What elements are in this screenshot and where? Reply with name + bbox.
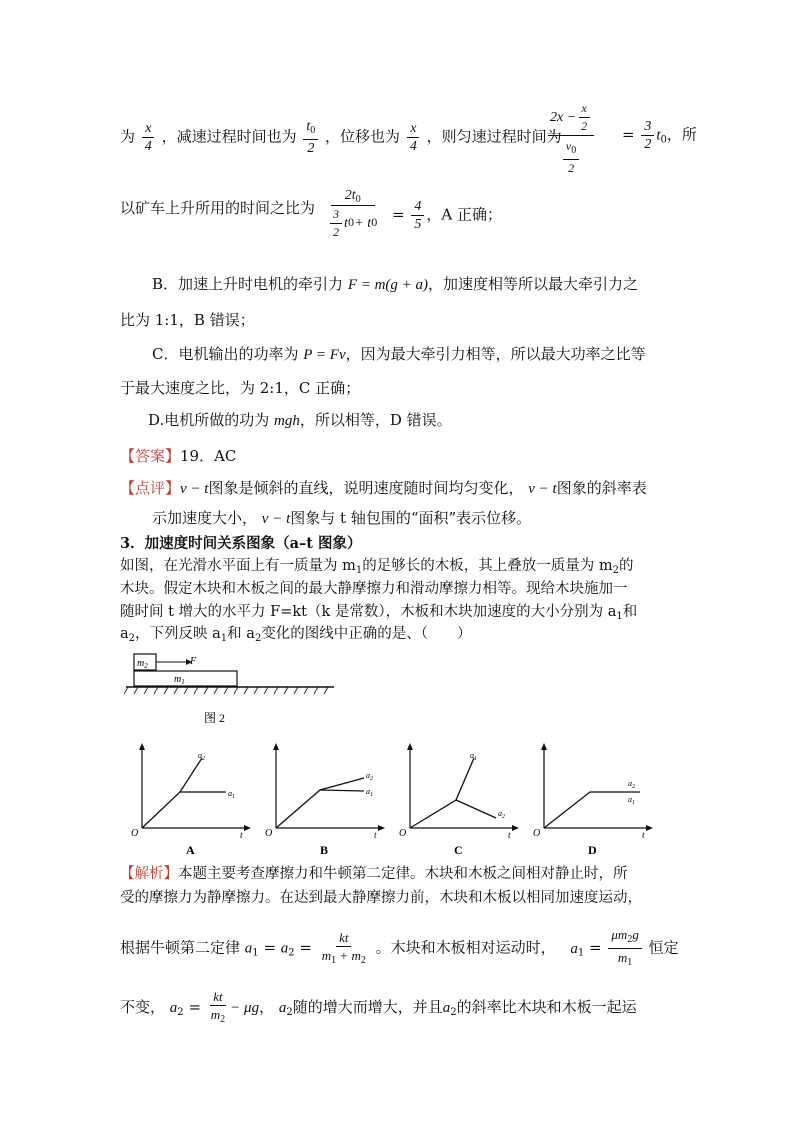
section-3-title: 3．加速度时间关系图象（a–t 图象）: [120, 535, 362, 552]
svg-text:O: O: [131, 828, 139, 839]
comment-line-2: 示加速度大小， v − t图象与 t 轴包围的“面积”表示位移。: [152, 509, 532, 527]
fraction-x-4: [142, 120, 155, 155]
graph-label-c: C: [454, 843, 463, 857]
svg-text:a2: $a_2$: [628, 779, 635, 790]
graph-label-b: B: [320, 843, 329, 857]
para-1: [120, 118, 562, 157]
num-a: 2x −: [550, 109, 577, 125]
svg-text:t: t: [374, 830, 377, 840]
problem-line-3: 随时间 t 增大的水平力 F=kt（k 是常数），木板和木块加速度的大小分别为 $a_1$和: [120, 604, 638, 622]
svg-text:a1: $a_1$: [628, 795, 635, 806]
comment-tag: 【点评】: [120, 479, 181, 497]
svg-text:t: t: [240, 830, 243, 840]
analysis-line-3: 根据牛顿第二定律 $a_1 = a_2$ = $\frac{kt}{m_1 + m_2}$ 。木块和木板相对运动时， $a_1$ = $\frac{\mu m_2g}{m_1}$ 恒定: [120, 927, 679, 968]
problem-line-4: $a_2$，下列反映 $a_1$和 $a_2$变化的图线中正确的是、（ ）: [120, 626, 472, 644]
graph-b: [265, 743, 385, 857]
answer-text: 19．AC: [180, 447, 237, 465]
svg-text:a2: $a_2$: [198, 751, 205, 762]
para-7: D.电机所做的功为 mgh，所以相等，D 错误。: [148, 411, 452, 429]
svg-text:m2: $m_2$: [137, 658, 148, 670]
den: 2: [307, 141, 315, 156]
fraction-x-4b: [407, 120, 420, 155]
text: ，位移也为: [325, 127, 401, 146]
svg-text:a1: $a_1$: [366, 787, 373, 798]
problem-line-2: 木块。假定木块和木板之间的最大静摩擦力和滑动摩擦力相等。现给木块施加一: [120, 581, 628, 597]
answer-line: [120, 446, 236, 466]
analysis-tag: 【解析】: [120, 866, 178, 882]
text: 为: [120, 127, 136, 146]
num: x: [142, 120, 154, 138]
fraction-t0-2: $\frac{t_0}{2}$: [303, 118, 318, 157]
svg-text:F: F: [190, 656, 197, 667]
analysis-line-1: 【解析】本题主要考查摩擦力和牛顿第二定律。木块和木板之间相对静止时，所: [120, 866, 628, 882]
svg-text:a2: $a_2$: [498, 809, 505, 820]
para-2-end: = $\frac{4}{5}$ ，A 正确；: [392, 199, 502, 232]
text: 以矿车上升所用的时间之比为: [120, 199, 316, 217]
svg-text:a1: $a_1$: [228, 789, 235, 800]
problem-line-1: 如图，在光滑水平面上有一质量为 $m_1$的足够长的木板，其上叠放一质量为 $m_2$的: [120, 558, 634, 576]
para-3: B．加速上升时电机的牵引力 F = m(g + a)，加速度相等所以最大牵引力之: [152, 275, 639, 293]
board-m1: [134, 671, 237, 686]
graph-c: [399, 743, 519, 857]
text: ，则匀速过程时间为: [426, 127, 562, 146]
para-4: 比为 1:1，B 错误；: [120, 311, 255, 329]
para-2: [120, 198, 315, 218]
ratio-fraction: $2t_0$ $\frac{3}{2}$ t 0 + t 0: [328, 188, 377, 241]
svg-text:m1: $m_1$: [174, 674, 185, 686]
graph-d: [533, 743, 653, 857]
text: ，所: [666, 125, 697, 144]
answer-tag: 【答案】: [120, 447, 181, 465]
para-6: 于最大速度之比，为 2:1，C 正确；: [120, 379, 361, 397]
den: 4: [409, 139, 417, 154]
svg-text:a2: $a_2$: [366, 771, 373, 782]
para-5: C．电机输出的功率为 P = Fv，因为最大牵引力相等，所以最大功率之比等: [152, 345, 646, 363]
num: x: [407, 120, 419, 138]
svg-text:O: O: [399, 828, 407, 839]
para-1-end: = $\frac{3}{2}$ $t_0$，所: [622, 119, 697, 152]
svg-text:O: O: [265, 828, 273, 839]
svg-text:t: t: [508, 830, 511, 840]
analysis-line-4: 不变， $a_2$ = $\frac{kt}{m_2}$ − μg， $a_2$随的增大而增大，并且$a_2$的斜率比木块和木板一起运: [120, 989, 637, 1025]
svg-text:t: t: [642, 830, 645, 840]
graph-a: [131, 743, 251, 857]
svg-text:a1: $a_1$: [470, 751, 477, 762]
big-fraction: 2x − $\frac{x}{2}$ $\frac{v_0}{2}$: [548, 100, 594, 177]
num: t: [306, 119, 311, 134]
analysis-line-2: 受的摩擦力为静摩擦力。在达到最大静摩擦力前，木块和木板以相同加速度运动，: [120, 890, 642, 906]
svg-text:O: O: [533, 828, 541, 839]
text: ，减速过程时间也为: [161, 127, 297, 146]
comment-line-1: 【点评】v − t图象是倾斜的直线，说明速度随时间均匀变化， v − t图象的斜率表: [120, 479, 647, 497]
graphs-abcd: [120, 740, 660, 860]
graph-label-d: D: [588, 843, 597, 857]
graph-label-a: A: [186, 843, 195, 857]
figure-blocks: [124, 650, 344, 730]
figure-caption: 图 2: [204, 711, 226, 725]
den: 4: [144, 139, 152, 154]
